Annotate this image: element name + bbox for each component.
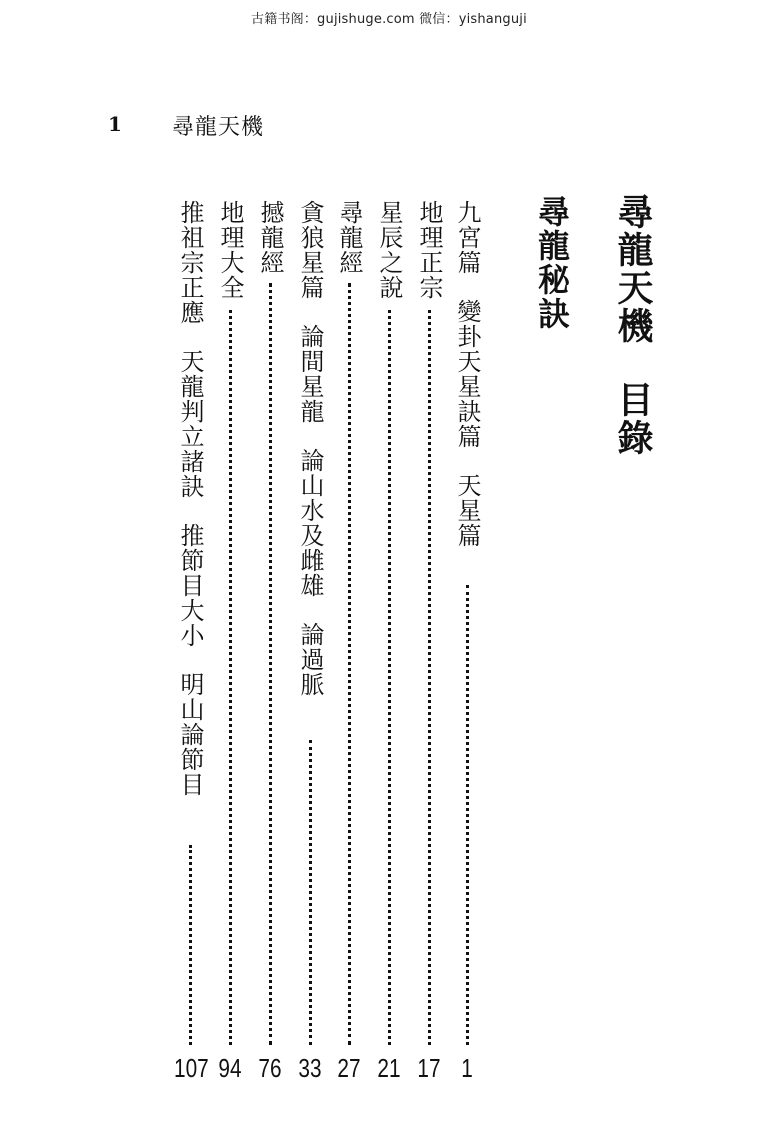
running-title: 尋龍天機 [172, 115, 265, 140]
toc-entry-text: 論間星龍 [296, 324, 324, 424]
toc-entry-text: 推祖宗正應 [176, 200, 204, 325]
toc-page-number: 1 [461, 1053, 473, 1083]
toc-page-number: 107 [174, 1053, 209, 1083]
toc-page-number: 94 [218, 1053, 242, 1083]
toc-entry-5 [298, 200, 322, 697]
dot-leader [388, 310, 395, 1045]
dot-leader [189, 845, 196, 1045]
toc-entry-text: 變卦天星訣篇 [453, 299, 481, 449]
toc-title-label: 目錄 [612, 381, 653, 457]
toc-entry-8 [178, 200, 202, 797]
toc-entry-text: 天星篇 [453, 473, 481, 548]
toc-entry-2: 地理正宗 [415, 200, 443, 300]
watermark: 古籍书阁：gujishuge.com 微信：yishanguji [251, 12, 527, 27]
toc-entry-3: 星辰之說 [375, 200, 403, 300]
dot-leader [269, 283, 276, 1045]
dot-leader [229, 310, 236, 1045]
dot-leader [466, 585, 473, 1045]
toc-entry-text: 天龍判立諸訣 [176, 349, 204, 499]
toc-entry-6: 撼龍經 [256, 200, 284, 275]
dot-leader [428, 310, 435, 1045]
toc-entry-text: 論過脈 [296, 622, 324, 697]
toc-entry-text: 論山水及雌雄 [296, 448, 324, 598]
toc-page-number: 17 [417, 1053, 441, 1083]
toc-entry-text: 明山論節目 [176, 672, 204, 797]
toc-entry-1 [455, 200, 479, 548]
toc-page-number: 21 [377, 1053, 401, 1083]
toc-page-number: 27 [337, 1053, 361, 1083]
toc-entry-text: 貪狼星篇 [296, 200, 324, 300]
dot-leader [348, 283, 355, 1045]
toc-entry-7: 地理大全 [216, 200, 244, 300]
toc-page-number: 33 [298, 1053, 322, 1083]
page-number: 1 [108, 112, 122, 136]
toc-entry-text: 推節目大小 [176, 523, 204, 648]
toc-title [612, 193, 653, 457]
dot-leader [309, 740, 316, 1045]
toc-entry-4: 尋龍經 [335, 200, 363, 275]
toc-title-main: 尋龍天機 [612, 193, 653, 345]
toc-entry-text: 九宮篇 [453, 200, 481, 275]
toc-page-number: 76 [258, 1053, 282, 1083]
section-heading: 尋龍秘訣 [533, 195, 571, 331]
